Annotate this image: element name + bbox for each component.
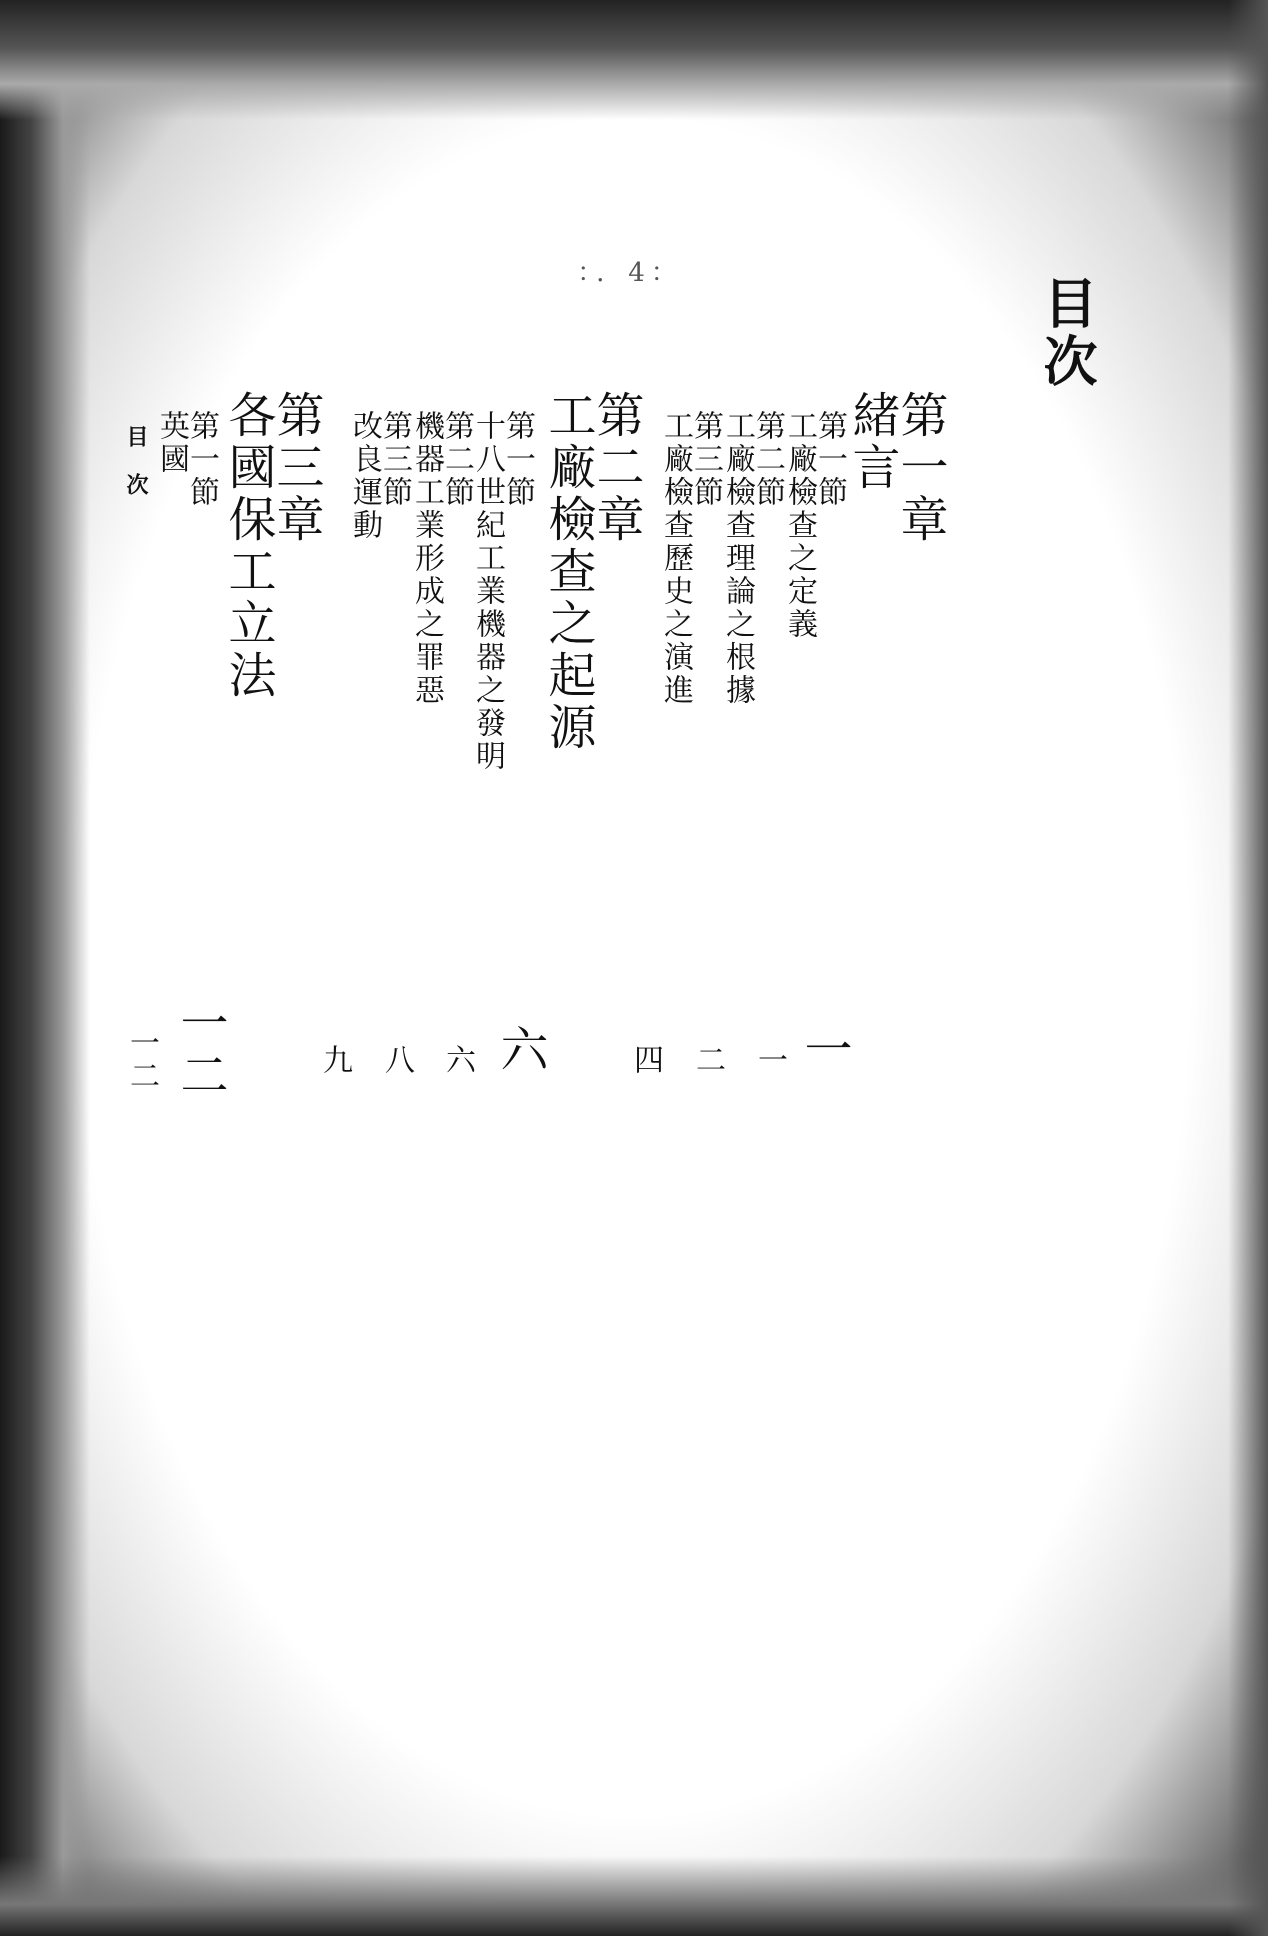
scan-shadow-bottom (0, 1856, 1268, 1936)
page-number: 一 (796, 1024, 852, 1076)
section-title: 英國 (154, 410, 189, 476)
page-number: 六 (440, 1043, 475, 1077)
library-stamp: ：．4： (577, 258, 683, 288)
chapter-number: 第一章 (892, 390, 948, 546)
section-number: 第一節 (184, 410, 219, 509)
chapter-title: 工廠檢查之起源 (540, 390, 596, 754)
page-number: 六 (492, 1024, 548, 1076)
section-title: 十八世紀工業機器之發明 (470, 410, 505, 773)
page-number: 一二 (172, 998, 228, 1102)
page-number: 一 (752, 1043, 787, 1077)
section-title: 工廠檢查理論之根據 (720, 410, 755, 707)
page-number: 八 (379, 1043, 414, 1077)
section-number: 第一節 (500, 410, 535, 509)
section-title: 工廠檢查之定義 (782, 410, 817, 641)
toc-entry-section (628, 410, 725, 1710)
section-number: 第三節 (688, 410, 723, 509)
chapter-title: 緒言 (844, 390, 900, 494)
section-title: 改良運動 (347, 410, 382, 542)
page-number: 四 (628, 1043, 663, 1077)
section-title: 機器工業形成之罪惡 (409, 410, 444, 707)
section-number: 第一節 (812, 410, 847, 509)
page-title: 目次 (1035, 275, 1099, 391)
section-number: 第三節 (377, 410, 412, 509)
section-title: 工廠檢查歷史之演進 (658, 410, 693, 707)
section-number: 第二節 (750, 410, 785, 509)
scan-shadow-left (0, 0, 90, 1936)
scan-shadow-right (1228, 0, 1268, 1936)
chapter-number: 第三章 (268, 390, 324, 546)
section-number: 第二節 (439, 410, 474, 509)
running-head: 目次 (123, 425, 149, 521)
toc-entry-section (317, 410, 414, 1710)
scan-shadow-top (0, 0, 1268, 120)
page-number: 一二 (124, 1027, 159, 1093)
page-number: 二 (690, 1043, 725, 1077)
chapter-title: 各國保工立法 (220, 390, 276, 702)
page-number: 九 (317, 1043, 352, 1077)
chapter-number: 第二章 (588, 390, 644, 546)
